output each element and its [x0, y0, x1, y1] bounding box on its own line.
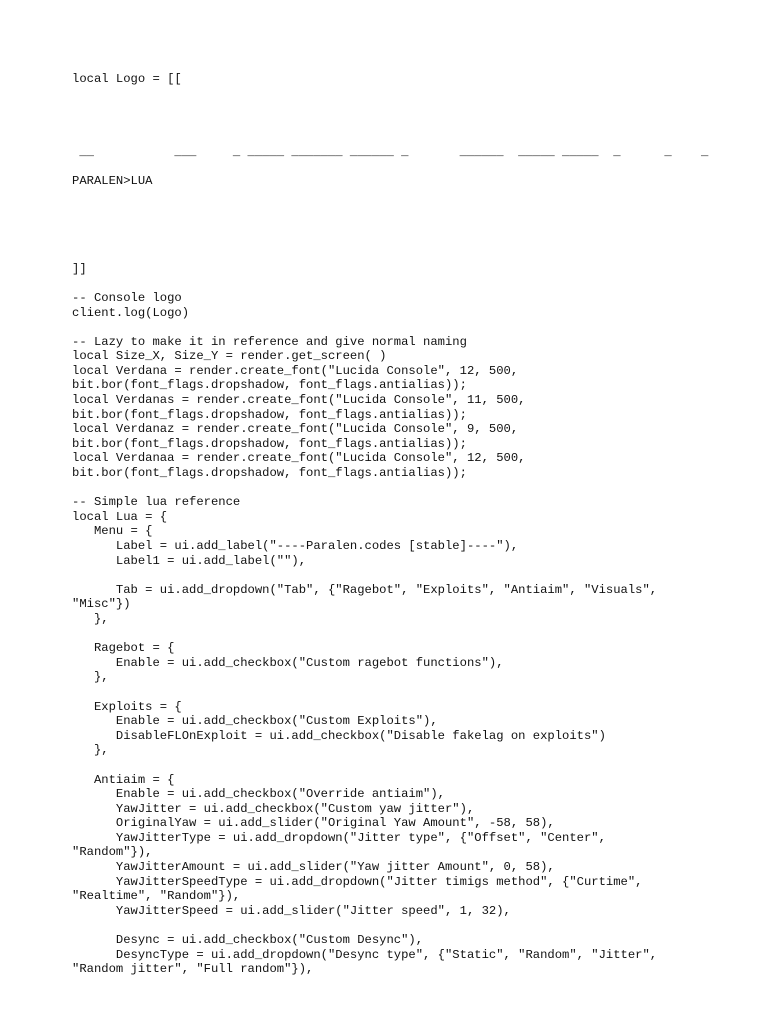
code-line: [72, 218, 712, 233]
code-line: [72, 320, 712, 335]
code-line: "Random jitter", "Full random"}),: [72, 962, 314, 977]
code-line: __ ___ _ _____ _______ ______ _ ______ _____ _____ _ _ _: [72, 144, 709, 159]
code-line: [72, 116, 712, 131]
code-line: [72, 685, 712, 700]
code-line: "Random"}),: [72, 845, 153, 860]
code-line: Label = ui.add_label("----Paralen.codes [stable]----"),: [72, 539, 519, 553]
code-line: [72, 101, 712, 116]
code-line: client.log(Logo): [72, 305, 190, 320]
code-line: OriginalYaw = ui.add_slider("Original Yaw Amount", -58, 58),: [72, 816, 555, 831]
code-line: -- Console logo: [72, 290, 182, 305]
code-line: [72, 203, 712, 218]
code-line: YawJitterSpeedType = ui.add_dropdown("Jitter timigs method", {"Curtime",: [72, 874, 643, 889]
code-line: Antiaim = {: [72, 772, 175, 787]
code-line: local Verdanaa = render.create_font("Lucida Console", 12, 500,: [72, 451, 526, 466]
code-line: local Verdana = render.create_font("Lucida Console", 12, 500,: [72, 363, 519, 378]
code-line: Desync = ui.add_checkbox("Custom Desync"),: [72, 933, 424, 948]
code-line: local Size_X, Size_Y = render.get_screen( ): [72, 349, 387, 364]
code-line: [72, 233, 712, 248]
code-line: local Verdanaz = render.create_font("Lucida Console", 9, 500,: [72, 422, 519, 437]
code-line: local Logo = [[: [72, 72, 182, 86]
code-line: DesyncType = ui.add_dropdown("Desync type", {"Static", "Random", "Jitter",: [72, 947, 658, 962]
code-line: PARALEN>LUA: [72, 174, 153, 189]
code-line: Label1 = ui.add_label(""),: [72, 553, 307, 568]
code-line: Ragebot = {: [72, 641, 175, 656]
code-line: bit.bor(font_flags.dropshadow, font_flags.antialias));: [72, 466, 467, 481]
code-line: },: [72, 670, 109, 685]
code-line: [72, 568, 712, 583]
code-line: Enable = ui.add_checkbox("Custom ragebot functions"),: [72, 655, 504, 670]
code-listing: [72, 72, 712, 977]
code-line: [72, 247, 712, 262]
code-line: [72, 130, 712, 145]
code-line: "Realtime", "Random"}),: [72, 889, 241, 904]
code-line: Exploits = {: [72, 699, 182, 714]
code-line: local Verdanas = render.create_font("Lucida Console", 11, 500,: [72, 393, 526, 408]
code-line: YawJitter = ui.add_checkbox("Custom yaw jitter"),: [72, 801, 475, 816]
code-line: -- Lazy to make it in reference and give normal naming: [72, 334, 467, 349]
code-line: [72, 276, 712, 291]
code-line: Tab = ui.add_dropdown("Tab", {"Ragebot", "Exploits", "Antiaim", "Visuals",: [72, 582, 658, 597]
code-line: YawJitterType = ui.add_dropdown("Jitter type", {"Offset", "Center",: [72, 830, 606, 845]
code-line: DisableFLOnExploit = ui.add_checkbox("Disable fakelag on exploits"): [72, 728, 606, 743]
code-line: Menu = {: [72, 524, 153, 539]
code-line: [72, 87, 712, 102]
code-line: bit.bor(font_flags.dropshadow, font_flags.antialias));: [72, 436, 467, 451]
code-line: [72, 627, 712, 642]
code-line: [72, 758, 712, 773]
code-line: ]]: [72, 261, 87, 276]
code-line: },: [72, 743, 109, 758]
code-line: [72, 160, 712, 175]
code-line: "Misc"}): [72, 597, 131, 612]
code-line: Enable = ui.add_checkbox("Override antiaim"),: [72, 787, 445, 802]
code-line: [72, 189, 712, 204]
code-line: bit.bor(font_flags.dropshadow, font_flags.antialias));: [72, 407, 467, 422]
code-line: YawJitterSpeed = ui.add_slider("Jitter speed", 1, 32),: [72, 903, 511, 918]
code-line: [72, 918, 712, 933]
code-line: },: [72, 611, 109, 626]
code-line: YawJitterAmount = ui.add_slider("Yaw jitter Amount", 0, 58),: [72, 860, 555, 875]
code-line: -- Simple lua reference: [72, 495, 241, 510]
code-line: bit.bor(font_flags.dropshadow, font_flags.antialias));: [72, 378, 467, 393]
code-line: Enable = ui.add_checkbox("Custom Exploits"),: [72, 714, 438, 729]
code-line: [72, 481, 712, 496]
code-line: local Lua = {: [72, 509, 168, 524]
